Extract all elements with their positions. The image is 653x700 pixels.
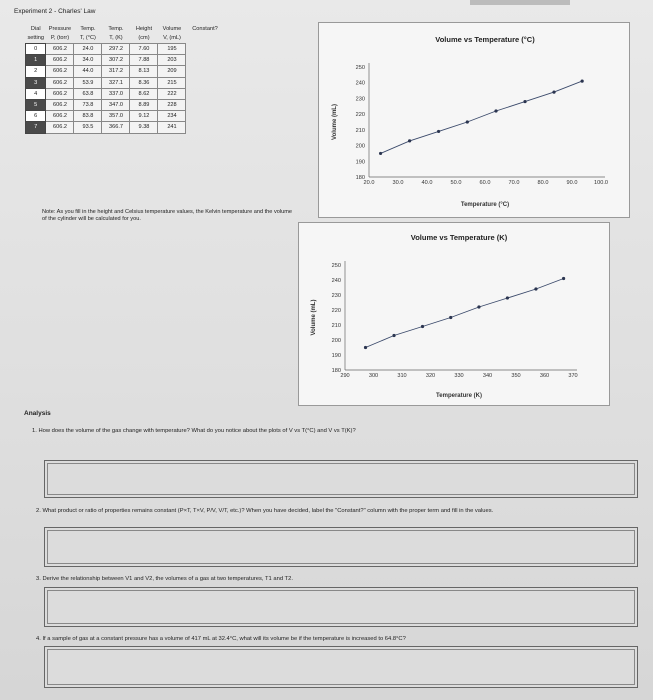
table-row [26,99,224,110]
constant-cell[interactable] [186,88,224,99]
column-header-2: Temp. [80,26,96,32]
x-tick-label: 70.0 [508,180,520,186]
table-cell: 606.2 [46,111,74,122]
table-row [26,88,224,99]
table-cell: 297.2 [102,44,130,55]
x-tick-label: 310 [397,373,407,379]
y-tick-label: 250 [331,263,341,269]
table-cell: 357.0 [102,111,130,122]
y-tick-label: 180 [355,175,365,181]
column-subheader-1: P, (torr) [50,35,70,41]
table-cell[interactable]: 7.60 [130,44,158,55]
column-subheader-3: T, (K) [109,35,123,41]
y-tick-label: 220 [355,112,365,119]
table-cell[interactable]: 44.0 [74,66,102,77]
data-table [25,25,224,134]
x-tick-label: 100.0 [594,180,608,186]
chart-volume-vs-kelvin [298,222,610,406]
question-1: 1. How does the volume of the gas change with temperature? What do you notice about the plots of V vs T(°C) and V vs T(K)? [32,428,356,434]
table-cell: 606.2 [46,122,74,133]
table-cell: 203 [158,55,186,66]
constant-cell[interactable] [186,99,224,110]
x-tick-label: 20.0 [363,180,375,186]
data-point [379,152,382,155]
table-cell[interactable]: 8.89 [130,99,158,110]
table-cell[interactable]: 8.36 [130,77,158,88]
table-cell: 234 [158,111,186,122]
series-line [381,81,582,153]
data-point [552,91,555,94]
table-cell: 215 [158,77,186,88]
table-cell[interactable]: 34.0 [74,55,102,66]
x-tick-label: 40.0 [421,180,433,186]
x-tick-label: 350 [511,373,521,379]
column-header-0: Dial [30,26,41,32]
table-row [26,77,224,88]
data-point [506,296,509,299]
y-tick-label: 220 [331,308,341,314]
table-cell: 606.2 [46,44,74,55]
y-tick-label: 250 [355,65,365,71]
column-subheader-2: T, (°C) [80,35,96,41]
table-cell: 606.2 [46,88,74,99]
data-point [494,109,497,112]
answer-box-1[interactable] [44,460,638,498]
table-cell: 195 [158,44,186,55]
table-cell[interactable]: 83.8 [74,111,102,122]
dial-setting-cell: 2 [26,66,46,77]
data-point [562,277,565,280]
chart-volume-vs-kelvin-svg [299,223,611,407]
constant-cell[interactable] [186,111,224,122]
x-tick-label: 30.0 [392,180,404,186]
document-title: Experiment 2 - Charles' Law [14,8,96,15]
table-cell: 606.2 [46,66,74,77]
y-tick-label: 240 [355,80,365,87]
dial-setting-cell: 1 [26,55,46,66]
table-cell[interactable]: 8.13 [130,66,158,77]
data-point [477,305,480,308]
dial-setting-cell: 6 [26,111,46,122]
dial-setting-cell: 0 [26,44,46,55]
data-table-body [26,44,224,134]
y-tick-label: 190 [355,159,365,166]
table-cell[interactable]: 93.5 [74,122,102,133]
table-cell: 606.2 [46,77,74,88]
data-point [421,325,424,328]
table-row [26,55,224,66]
y-tick-label: 240 [331,278,341,284]
data-point [466,120,469,123]
data-point [534,287,537,290]
table-row [26,66,224,77]
column-subheader-5: V, (mL) [163,35,181,41]
chart-volume-vs-celsius [318,22,630,218]
x-tick-label: 90.0 [566,180,578,186]
column-header-5: Volume [162,26,182,32]
table-cell[interactable]: 7.88 [130,55,158,66]
column-header-4: Height [135,26,153,32]
column-header-1: Pressure [48,26,72,32]
table-cell[interactable]: 73.8 [74,99,102,110]
x-tick-label: 320 [425,373,436,379]
dial-setting-cell: 4 [26,88,46,99]
table-cell[interactable]: 53.9 [74,77,102,88]
x-tick-label: 360 [539,373,550,379]
answer-box-4[interactable] [44,646,638,688]
table-cell: 327.1 [102,77,130,88]
data-point [408,139,411,142]
data-point [523,100,526,103]
dial-setting-cell: 3 [26,77,46,88]
data-point [364,346,367,349]
table-cell: 366.7 [102,122,130,133]
question-3: 3. Derive the relationship between V1 and V2, the volumes of a gas at two temperatures, T1 and T2. [36,576,293,582]
table-cell[interactable]: 9.12 [130,111,158,122]
question-2: 2. What product or ratio of properties remains constant (P×T, T×V, P/V, V/T, etc.)? When you have decided, label the "Constant?" column with the proper term and fill in the values. [36,508,494,514]
y-tick-label: 230 [331,293,341,299]
column-subheader-6 [186,34,224,44]
x-tick-label: 80.0 [537,180,549,186]
x-tick-label: 60.0 [479,180,491,186]
y-tick-label: 200 [355,143,365,150]
table-cell[interactable]: 9.38 [130,122,158,133]
table-cell[interactable]: 24.0 [74,44,102,55]
table-cell: 347.0 [102,99,130,110]
x-tick-label: 330 [454,373,464,379]
data-point [449,316,452,319]
table-cell: 317.2 [102,66,130,77]
column-header-3: Temp. [108,26,124,32]
y-axis-label: Volume (mL) [311,299,317,336]
chart-volume-vs-celsius-svg [319,23,631,219]
table-cell[interactable]: 63.8 [74,88,102,99]
table-cell: 337.0 [102,88,130,99]
table-cell: 241 [158,122,186,133]
data-table-header [26,25,224,44]
table-cell[interactable]: 8.62 [130,88,158,99]
dial-setting-cell: 7 [26,122,46,133]
top-edge-strip [470,0,570,5]
column-subheader-0: setting [27,35,44,41]
y-tick-label: 210 [355,127,365,134]
y-tick-label: 190 [331,353,341,359]
table-row [26,111,224,122]
column-header-6: Constant? [192,26,218,32]
y-tick-label: 210 [331,323,341,329]
data-point [392,334,395,337]
table-cell: 606.2 [46,99,74,110]
y-tick-label: 230 [355,96,365,103]
constant-cell[interactable] [186,66,224,77]
y-tick-label: 200 [331,338,341,344]
constant-cell[interactable] [186,77,224,88]
answer-box-3[interactable] [44,587,638,627]
constant-cell[interactable] [186,44,224,55]
analysis-heading: Analysis [24,410,51,417]
answer-box-2[interactable] [44,527,638,567]
table-cell: 228 [158,99,186,110]
x-tick-label: 300 [368,373,379,379]
x-axis-label: Temperature (K) [436,393,482,399]
table-cell: 307.2 [102,55,130,66]
calculation-note: Note: As you fill in the height and Celsius temperature values, the Kelvin temperature and the volume of the cylinder will be calculated for you. [42,209,292,222]
table-cell: 222 [158,88,186,99]
chart-title: Volume vs Temperature (K) [410,233,508,242]
data-point [581,80,584,83]
y-tick-label: 180 [331,368,341,374]
column-subheader-4: (cm) [138,35,150,41]
x-tick-label: 340 [482,373,493,379]
chart-title: Volume vs Temperature (°C) [435,35,535,44]
table-cell: 209 [158,66,186,77]
constant-cell[interactable] [186,122,224,133]
table-row [26,122,224,133]
x-axis-label: Temperature (°C) [460,202,510,208]
x-tick-label: 50.0 [450,180,462,186]
constant-cell[interactable] [186,55,224,66]
table-row [26,44,224,55]
data-point [437,130,440,133]
table-cell: 606.2 [46,55,74,66]
series-line [366,279,564,348]
question-4: 4. If a sample of gas at a constant pressure has a volume of 417 mL at 32.4°C, what will its volume be if the temperature is increased to 64.8°C? [36,636,406,642]
y-axis-label: Volume (mL) [332,104,338,140]
x-tick-label: 370 [568,373,578,379]
dial-setting-cell: 5 [26,99,46,110]
x-tick-label: 290 [340,373,350,379]
